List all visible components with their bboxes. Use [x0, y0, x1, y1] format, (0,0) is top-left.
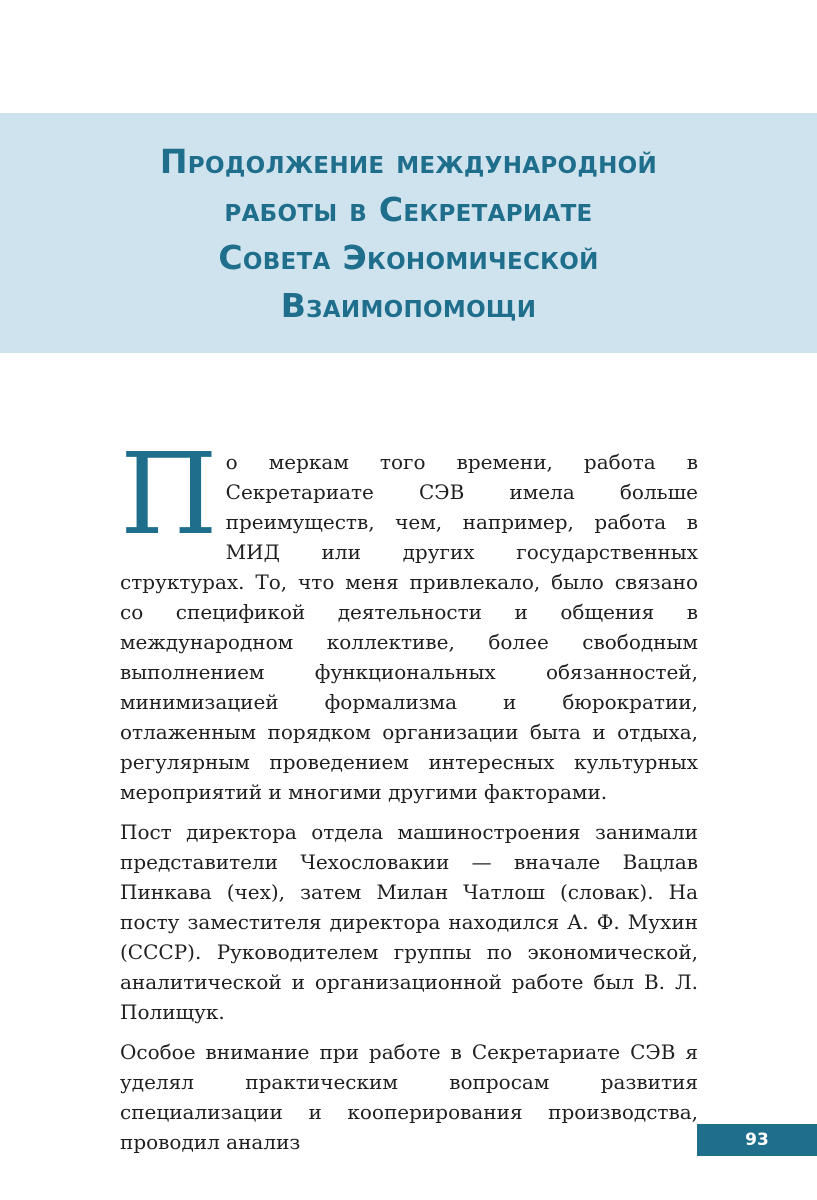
paragraph-1	[120, 430, 698, 807]
chapter-title	[0, 138, 817, 330]
drop-cap: П	[120, 430, 218, 560]
paragraph-3: Особое внимание при работе в Секретариате СЭВ я уделял практическим вопросам развития специализации и кооперирования производства, проводил анализ	[120, 1040, 698, 1154]
page-number: 93	[697, 1124, 817, 1156]
chapter-title-line: Взаимопомощи	[280, 286, 537, 325]
paragraph-2: Пост директора отдела машиностроения занимали представители Чехословакии — вначале Вацлав Пинкава (чех), затем Милан Чатлош (словак). На посту заместителя директора находился А. Ф. Мухин (СССР). Руководителем группы по экономической, аналитической и организационной работе был В. Л. Полищук.	[120, 820, 698, 1024]
chapter-title-line: Совета Экономической	[218, 238, 599, 277]
paragraph-1-text: о меркам того времени, работа в Секретариате СЭВ имела больше преимуществ, чем, например, работа в МИД или других государственных структурах. То, что меня привлекало, было связано со спецификой деятельности и общения в международном коллективе, более свободным выполнением функциональных обязанностей, минимизацией формализма и бюрократии, отлаженным порядком организации быта и отдыха, регулярным проведением интересных культурных мероприятий и многими другими факторами.	[120, 450, 698, 804]
chapter-title-line: Продолжение международной	[159, 142, 658, 181]
chapter-title-line: работы в Секретариате	[224, 190, 593, 229]
body-text	[120, 430, 698, 1167]
